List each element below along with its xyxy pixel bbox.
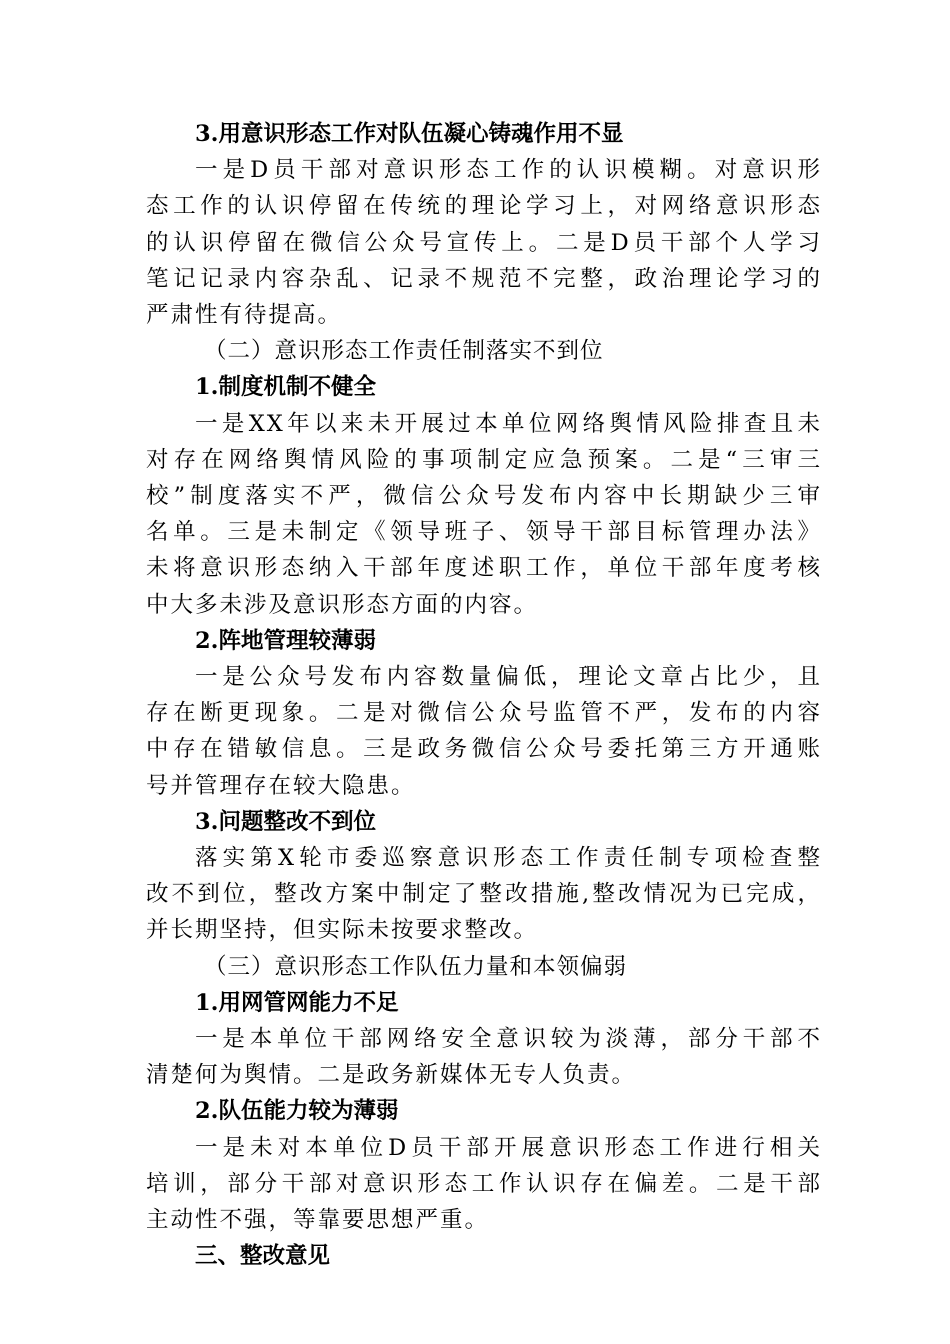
section-heading: 3.用意识形态工作对队伍凝心铸魂作用不显 <box>195 121 624 147</box>
body-paragraph <box>146 1130 822 1239</box>
paragraph-line: 态工作的认识停留在传统的理论学习上，对网络意识形态 <box>146 193 822 220</box>
paragraph-line: 落实第X轮市委巡察意识形态工作责任制专项检查整 <box>195 845 822 872</box>
paragraph-line: 清楚何为舆情。二是政务新媒体无专人负责。 <box>146 1062 637 1089</box>
paragraph-line: 改不到位，整改方案中制定了整改措施,整改情况为已完成， <box>146 881 822 908</box>
body-paragraph <box>146 406 822 623</box>
section-heading: 1.用网管网能力不足 <box>195 989 399 1016</box>
paragraph-line: 培训，部分干部对意识形态工作认识存在偏差。二是干部 <box>146 1170 822 1197</box>
body-paragraph <box>146 152 822 333</box>
paragraph-line: 并长期坚持，但实际未按要求整改。 <box>146 917 539 944</box>
document-body <box>146 116 822 1275</box>
paragraph-line: 未将意识形态纳入干部年度述职工作，单位干部年度考核 <box>146 555 822 582</box>
section-subheading: （二）意识形态工作责任制落实不到位 <box>204 338 604 365</box>
section-subheading: （三）意识形态工作队伍力量和本领偏弱 <box>204 953 628 980</box>
section-heading: 1.制度机制不健全 <box>195 374 376 401</box>
paragraph-line: 中大多未涉及意识形态方面的内容。 <box>146 591 539 618</box>
paragraph-line: 一是XX年以来未开展过本单位网络舆情风险排查且未 <box>195 410 822 437</box>
paragraph-line: 严肃性有待提高。 <box>146 302 343 329</box>
section-heading: 2.队伍能力较为薄弱 <box>195 1098 399 1125</box>
paragraph-line: 一是未对本单位D员干部开展意识形态工作进行相关 <box>195 1134 822 1161</box>
paragraph-line: 主动性不强，等靠要思想严重。 <box>146 1207 490 1234</box>
paragraph-line: 中存在错敏信息。三是政务微信公众号委托第三方开通账 <box>146 736 822 763</box>
paragraph-line: 存在断更现象。二是对微信公众号监管不严，发布的内容 <box>146 700 822 727</box>
paragraph-line: 的认识停留在微信公众号宣传上。二是D员干部个人学习 <box>146 229 822 256</box>
paragraph-line: 一是本单位干部网络安全意识较为淡薄，部分干部不 <box>195 1026 822 1053</box>
paragraph-line: 号并管理存在较大隐患。 <box>146 772 416 799</box>
body-paragraph <box>146 659 822 804</box>
paragraph-line: 一是公众号发布内容数量偏低，理论文章占比少，且 <box>195 664 822 691</box>
section-heading: 三、整改意见 <box>195 1243 331 1270</box>
paragraph-line: 笔记记录内容杂乱、记录不规范不完整，政治理论学习的 <box>146 265 822 292</box>
section-heading: 2.阵地管理较薄弱 <box>195 627 376 654</box>
paragraph-line: 对存在网络舆情风险的事项制定应急预案。二是“三审三 <box>146 446 822 473</box>
body-paragraph <box>146 840 822 949</box>
section-heading: 3.问题整改不到位 <box>195 808 376 835</box>
paragraph-line: 一是D员干部对意识形态工作的认识模糊。对意识形 <box>195 157 822 184</box>
paragraph-line: 名单。三是未制定《领导班子、领导干部目标管理办法》 <box>146 519 822 546</box>
paragraph-line: 校”制度落实不严，微信公众号发布内容中长期缺少三审 <box>146 483 822 510</box>
body-paragraph <box>146 1021 822 1093</box>
